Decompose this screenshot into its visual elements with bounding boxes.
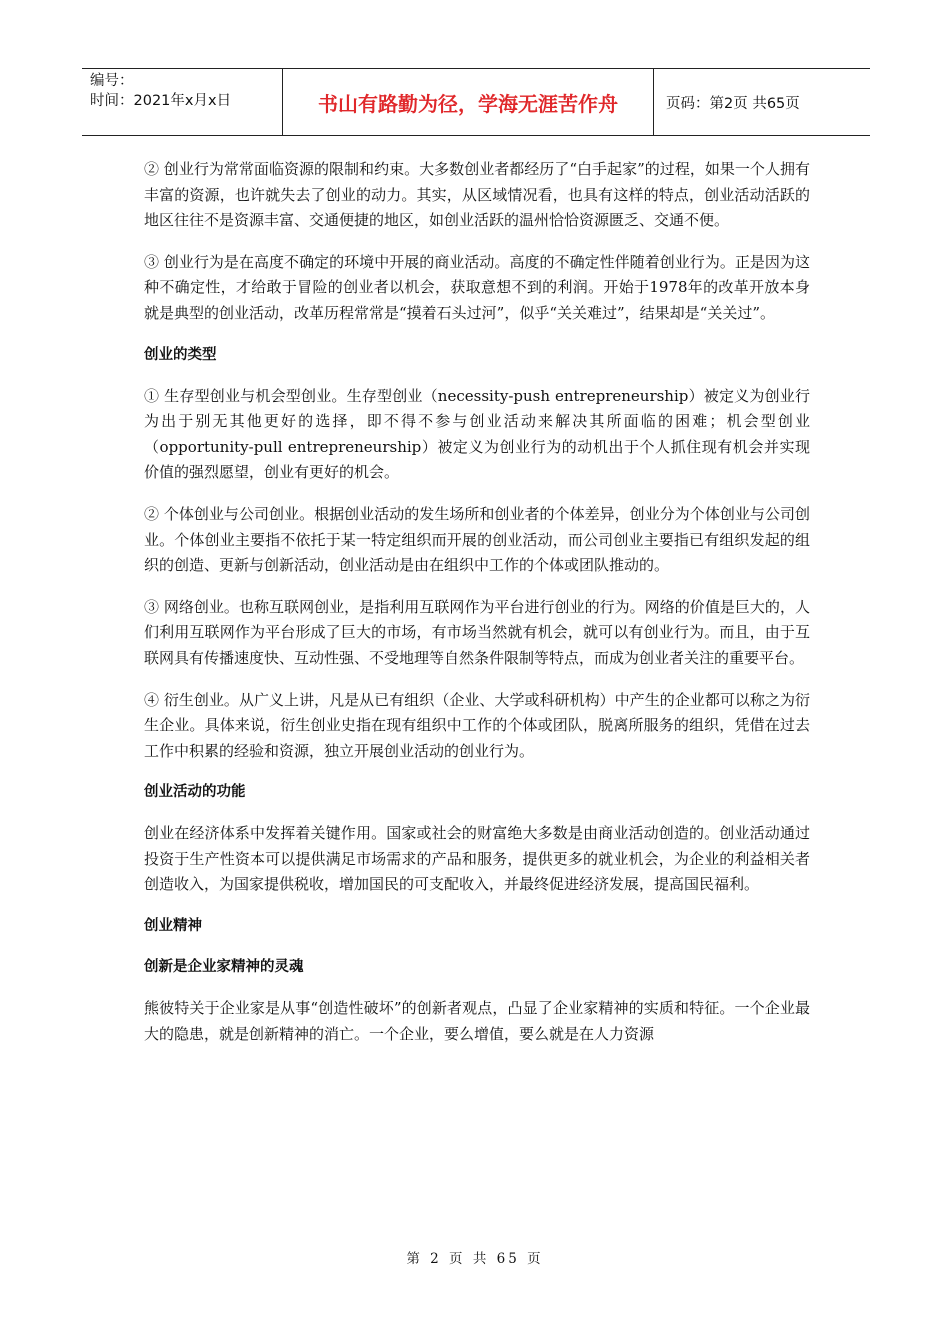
date-label: 时间：2021年x月x日: [90, 93, 232, 109]
paragraph: ① 生存型创业与机会型创业。生存型创业（necessity-push entrepreneurship）被定义为创业行为出于别无其他更好的选择，即不得不参与创业活动来解决其所面临的困难；机会型创业（opportunity-pull entrepreneurship）被定义为创业行为的动机出于个人抓住现有机会并实现价值的强烈愿望，创业有更好的机会。: [144, 386, 810, 482]
page-footer: 第 2 页 共 65 页: [406, 1251, 544, 1267]
section-heading: 创业的类型: [144, 346, 217, 363]
paragraph: ② 个体创业与公司创业。根据创业活动的发生场所和创业者的个体差异，创业分为个体创业与公司创业。个体创业主要指不依托于某一特定组织而开展的创业活动，而公司创业主要指已有组织发起的组织的创造、更新与创新活动，创业活动是由在组织中工作的个体或团队推动的。: [144, 504, 810, 575]
header-meta: [82, 69, 282, 135]
paragraph: ④ 衍生创业。从广义上讲，凡是从已有组织（企业、大学或科研机构）中产生的企业都可以称之为衍生企业。具体来说，衍生创业史指在现有组织中工作的个体或团队，脱离所服务的组织，凭借在过去工作中积累的经验和资源，独立开展创业活动的创业行为。: [144, 690, 810, 760]
paragraph: ③ 创业行为是在高度不确定的环境中开展的商业活动。高度的不确定性伴随着创业行为。正是因为这种不确定性，才给敢于冒险的创业者以机会，获取意想不到的利润。开始于1978年的改革开放本身就是典型的创业活动，改革历程常常是“摸着石头过河”，似乎“关关难过”，结果却是“关关过”。: [144, 252, 810, 322]
page-header: [82, 68, 870, 136]
section-heading: 创业活动的功能: [144, 784, 246, 801]
paragraph: 熊彼特关于企业家是从事“创造性破坏”的创新者观点，凸显了企业家精神的实质和特征。一个企业最大的隐患，就是创新精神的消亡。一个企业，要么增值，要么就是在人力资源: [144, 999, 810, 1043]
section-heading: 创业精神: [144, 918, 202, 935]
paragraph: ③ 网络创业。也称互联网创业，是指利用互联网作为平台进行创业的行为。网络的价值是巨大的，人们利用互联网作为平台形成了巨大的市场，有市场当然就有机会，就可以有创业行为。而且，由于互联网具有传播速度快、互动性强、不受地理等自然条件限制等特点，而成为创业者关注的重要平台。: [144, 597, 810, 667]
number-label: 编号：: [90, 73, 134, 89]
document-body: [144, 157, 810, 1063]
paragraph: ② 创业行为常常面临资源的限制和约束。大多数创业者都经历了“白手起家”的过程，如果一个人拥有丰富的资源，也许就失去了创业的动力。其实，从区域情况看，也具有这样的特点，创业活动活跃的地区往往不是资源丰富、交通便捷的地区，如创业活跃的温州恰恰资源匮乏、交通不便。: [144, 160, 810, 230]
section-heading: 创新是企业家精神的灵魂: [144, 959, 304, 976]
paragraph: 创业在经济体系中发挥着关键作用。国家或社会的财富绝大多数是由商业活动创造的。创业活动通过投资于生产性资本可以提供满足市场需求的产品和服务，提供更多的就业机会，为企业的利益相关者创造收入，为国家提供税收，增加国民的可支配收入，并最终促进经济发展，提高国民福利。: [144, 824, 810, 894]
header-motto: 书山有路勤为径，学海无涯苦作舟: [282, 69, 654, 135]
header-page-info: 页码：第2页 共65页: [666, 95, 800, 112]
